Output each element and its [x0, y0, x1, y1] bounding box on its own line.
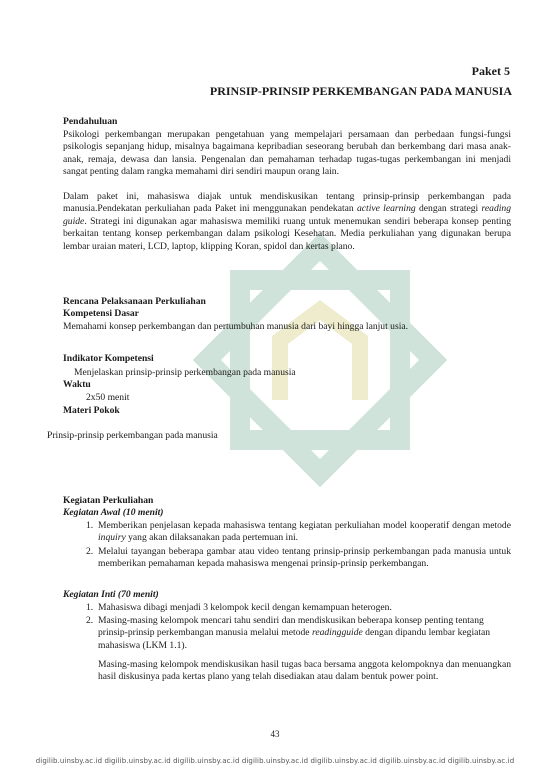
pendahuluan-paragraph-2: Dalam paket ini, mahasiswa diajak untuk mendiskusikan tentang prinsip-prinsip perkembangan pada manusia.Pendekatan perkuliahan pada Paket ini menggunakan pendekatan active learning dengan strategi reading guide. Strategi ini digunakan agar mahasiswa memiliki ruang untuk menemukan sendiri beberapa konsep penting berkaitan tentang konsep perkembangan dalam psikologi Kesehatan. Media perkuliahan yang digunakan berupa lembar uraian materi, LCD, laptop, klipping Koran, spidol dan kertas plano.: [63, 191, 512, 252]
page-title: PRINSIP-PRINSIP PERKEMBANGAN PADA MANUSIA: [209, 84, 512, 98]
page-number: 43: [270, 729, 280, 739]
list-number: 1.: [86, 602, 94, 613]
paket-label: Paket 5: [471, 64, 510, 78]
kegiatan-inti-heading: Kegiatan Inti (70 menit): [63, 589, 159, 600]
list-number: 1.: [86, 520, 94, 531]
materi-heading: Materi Pokok: [63, 405, 120, 416]
kompetensi-heading: Kompetensi Dasar: [63, 308, 139, 319]
waktu-heading: Waktu: [63, 379, 91, 390]
list-number: 2.: [86, 546, 94, 557]
list-item-continuation: Masing-masing kelompok mendiskusikan hasil tugas baca bersama anggota kelompoknya dan menuangkan hasil diskusinya pada kertas plano yang telah disediakan atau dalam bentuk power point.: [98, 659, 511, 683]
list-item: Masing-masing kelompok mencari tahu sendiri dan mendiskusikan beberapa konsep penting tentang prinsip-prinsip perkembangan manusia melalui metode readingguide dengan dipandu lembar kegiatan mahasiswa (LKM 1.1).: [98, 615, 491, 651]
watermark-logo: [170, 210, 470, 510]
kompetensi-text: Memahami konsep perkembangan dan pertumbuhan manusia dari bayi hingga lanjut usia.: [63, 321, 409, 332]
pendahuluan-paragraph-1: Psikologi perkembangan merupakan pengetahuan yang mempelajari persamaan dan perbedaan fungsi-fungsi psikologis sepanjang hidup, misalnya bagaimana kepribadian seseorang berubah dan berkembang dari masa anak-anak, remaja, dewasa dan lansia. Pengenalan dan pemahaman terhadap tugas-tugas perkembangan ini menjadi sangat penting dalam rangka memahami diri sendiri maupun orang lain.: [63, 129, 511, 178]
indikator-heading: Indikator Kompetensi: [63, 353, 154, 364]
section-heading-rencana: Rencana Pelaksanaan Perkuliahan: [63, 296, 206, 307]
list-item: Memberikan penjelasan kepada mahasiswa tentang kegiatan perkuliahan model kooperatif dengan metode inquiry yang akan dilaksanakan pada pertemuan ini.: [98, 520, 511, 544]
list-number: 2.: [86, 615, 94, 626]
waktu-text: 2x50 menit: [86, 392, 130, 403]
footer-url-strip: digilib.uinsby.ac.id digilib.uinsby.ac.id digilib.uinsby.ac.id digilib.uinsby.ac.id digilib.uinsby.ac.id digilib.uinsby.ac.id digilib.uinsby.ac.id: [35, 757, 515, 765]
section-heading-kegiatan: Kegiatan Perkuliahan: [63, 495, 154, 506]
indikator-text: Menjelaskan prinsip-prinsip perkembangan pada manusia: [74, 367, 296, 378]
materi-text: Prinsip-prinsip perkembangan pada manusia: [47, 430, 218, 441]
list-item: Melalui tayangan beberapa gambar atau video tentang prinsip-prinsip perkembangan pada manusia untuk memberikan pemahaman kepada mahasiswa mengenai prinsip-prinsip perkembangan.: [98, 546, 511, 570]
list-item: Mahasiswa dibagi menjadi 3 kelompok kecil dengan kemampuan heterogen.: [98, 602, 392, 613]
kegiatan-awal-heading: Kegiatan Awal (10 menit): [63, 507, 164, 518]
section-heading-pendahuluan: Pendahuluan: [63, 116, 118, 127]
